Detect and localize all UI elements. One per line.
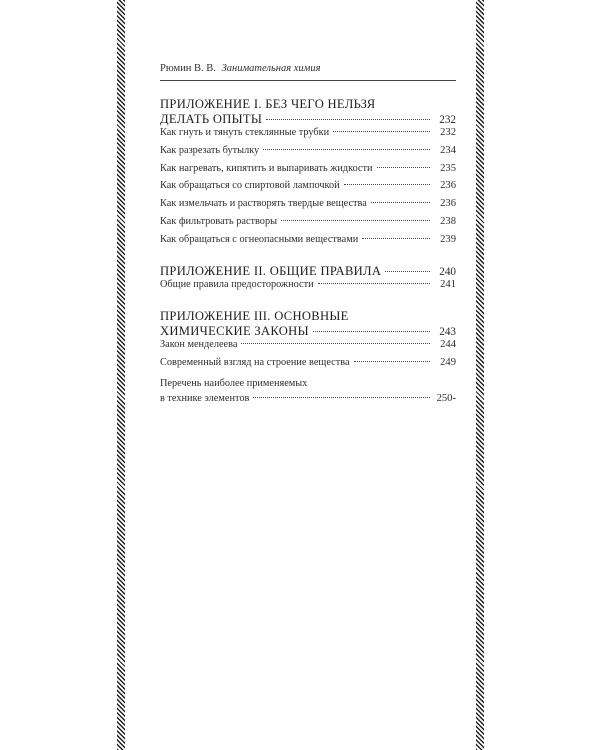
toc-item[interactable]	[160, 234, 456, 252]
dot-leader	[266, 119, 430, 120]
dot-leader	[241, 343, 430, 344]
dot-leader	[253, 397, 430, 398]
section-title-line: ДЕЛАТЬ ОПЫТЫ	[160, 112, 263, 126]
page-number: 240	[439, 265, 456, 278]
page-number: 238	[440, 215, 456, 227]
dot-leader	[377, 167, 430, 168]
page-number: 235	[440, 162, 456, 174]
toc-item-text: Как обращаться со спиртовой лампочкой	[160, 180, 340, 192]
toc-item-text: Как нагревать, кипятить и выпаривать жидкости	[160, 162, 373, 174]
section-title-line: ПРИЛОЖЕНИЕ II. ОБЩИЕ ПРАВИЛА	[160, 263, 382, 278]
toc-section-appendix-1	[160, 96, 456, 252]
page-number: 232	[440, 127, 456, 138]
toc-item-text: в технике элементов	[160, 392, 250, 404]
dot-leader	[281, 220, 430, 221]
toc-item-text: Общие правила предосторожности	[160, 278, 314, 290]
dot-leader	[318, 283, 430, 284]
dot-leader	[263, 149, 430, 150]
dot-leader	[344, 184, 430, 185]
toc-section-appendix-3	[160, 308, 456, 410]
toc-item[interactable]	[160, 339, 456, 357]
toc-item-text: Современный взгляд на строение вещества	[160, 357, 350, 369]
toc-item-text: Как фильтровать растворы	[160, 215, 278, 227]
toc-item[interactable]	[160, 145, 456, 163]
dot-leader	[333, 131, 430, 132]
toc-item[interactable]	[160, 163, 456, 181]
left-hatched-border	[117, 0, 125, 750]
toc-item[interactable]	[160, 198, 456, 216]
toc-item-text: Как разрезать бутылку	[160, 144, 260, 156]
toc-item[interactable]	[160, 180, 456, 198]
dot-leader	[313, 331, 430, 332]
toc-item-text: Как гнуть и тянуть стеклянные трубки	[160, 127, 330, 138]
section-title-line: ПРИЛОЖЕНИЕ III. ОСНОВНЫЕ	[160, 309, 349, 324]
toc-item[interactable]	[160, 357, 456, 375]
toc-item[interactable]	[160, 127, 456, 145]
header-rule	[160, 80, 456, 81]
running-head-author: Рюмин В. В.	[160, 63, 216, 74]
section-title-entry[interactable]	[160, 264, 456, 279]
page-number: 249	[440, 357, 456, 369]
toc-item-text: Как обращаться с огнеопасными веществами	[160, 233, 359, 245]
toc-item[interactable]	[160, 216, 456, 234]
page-number: 234	[440, 144, 456, 156]
toc-item[interactable]	[160, 393, 456, 411]
section-title-entry[interactable]	[160, 112, 456, 127]
table-of-contents	[160, 96, 456, 423]
page-number: 241	[440, 278, 456, 290]
dot-leader	[385, 271, 430, 272]
page-number: 250-	[436, 392, 456, 404]
toc-item-text: Как измельчать и растворять твердые вещества	[160, 198, 367, 210]
section-title-line: ПРИЛОЖЕНИЕ I. БЕЗ ЧЕГО НЕЛЬЗЯ	[160, 97, 376, 111]
toc-section-appendix-2	[160, 264, 456, 297]
toc-item-text: Закон менделеева	[160, 339, 238, 351]
page-number: 243	[439, 326, 456, 339]
toc-item[interactable]	[160, 279, 456, 297]
dot-leader	[362, 238, 430, 239]
running-head	[160, 63, 456, 74]
page-number: 236	[440, 198, 456, 210]
dot-leader	[354, 361, 430, 362]
page-number: 236	[440, 180, 456, 192]
page-number: 232	[439, 114, 456, 126]
page-number: 244	[440, 339, 456, 351]
section-title-line: ХИМИЧЕСКИЕ ЗАКОНЫ	[160, 324, 309, 339]
running-head-title: Занимательная химия	[221, 63, 321, 74]
section-title-entry[interactable]	[160, 324, 456, 339]
book-page	[160, 0, 456, 750]
toc-item-wrapped-first-line[interactable]: Перечень наиболее применяемых	[160, 377, 308, 389]
dot-leader	[371, 202, 430, 203]
right-hatched-border	[476, 0, 484, 750]
page-number: 239	[440, 233, 456, 245]
